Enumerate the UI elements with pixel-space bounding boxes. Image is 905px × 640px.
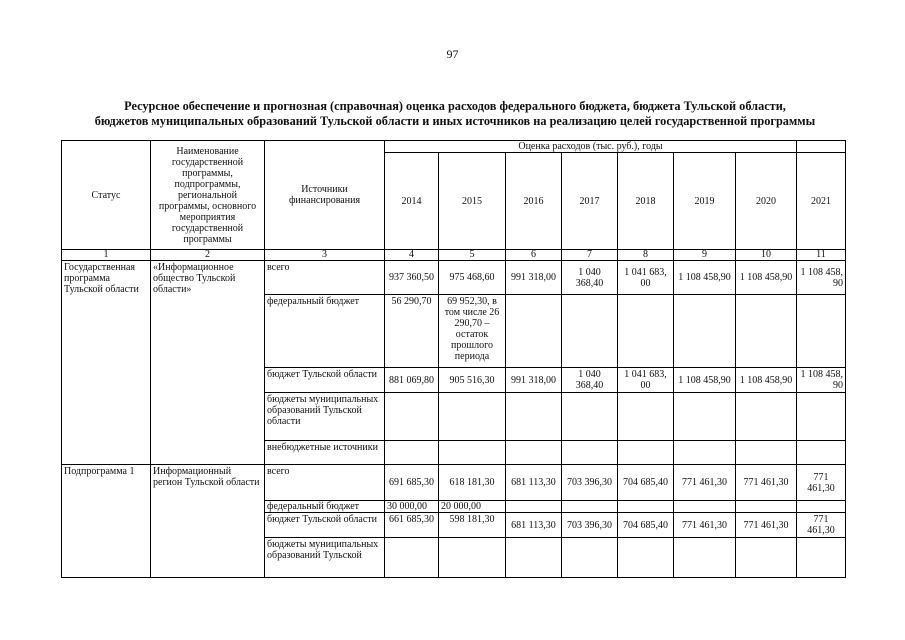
value-cell [506,538,562,578]
value-cell [562,441,618,465]
value-cell [797,393,846,441]
value-cell: 704 685,40 [618,465,674,501]
value-cell: 771 461,30 [797,465,846,501]
value-cell [439,393,506,441]
col-number: 7 [562,250,618,261]
value-cell: 771 461,30 [674,465,736,501]
col-number: 3 [265,250,385,261]
value-cell [439,538,506,578]
value-cell [674,441,736,465]
value-cell: 1 108 458, 90 [797,368,846,393]
value-cell [674,295,736,368]
value-cell [618,295,674,368]
value-cell [506,393,562,441]
col-number: 4 [385,250,439,261]
value-cell [385,393,439,441]
year-2014: 2014 [385,153,439,250]
value-cell [736,393,797,441]
title-line-1: Ресурсное обеспечение и прогнозная (справочная) оценка расходов федерального бюджета, бюджета Тульской области, [124,99,786,113]
year-2021: 2021 [797,153,846,250]
value-cell [736,501,797,513]
status-cell: Подпрограмма 1 [62,465,151,578]
col-number: 10 [736,250,797,261]
value-cell: 1 040 368,40 [562,261,618,295]
table-row [62,465,846,501]
value-cell: 661 685,30 [385,513,439,538]
value-cell: 20 000,00 [439,501,506,513]
value-cell: 691 685,30 [385,465,439,501]
value-cell [385,538,439,578]
status-cell: Государственная программа Тульской области [62,261,151,465]
value-cell [439,441,506,465]
value-cell: 937 360,50 [385,261,439,295]
value-cell [562,393,618,441]
value-cell [618,393,674,441]
value-cell: 598 181,30 [439,513,506,538]
value-cell [618,441,674,465]
page-number: 97 [446,47,459,61]
col-number: 11 [797,250,846,261]
col-number: 1 [62,250,151,261]
source-cell: внебюджетные источники [265,441,385,465]
year-2017: 2017 [562,153,618,250]
value-cell [736,295,797,368]
value-cell [562,501,618,513]
source-cell: всего [265,261,385,295]
year-2020: 2020 [736,153,797,250]
value-cell [736,441,797,465]
value-cell: 704 685,40 [618,513,674,538]
value-cell: 1 040 368,40 [562,368,618,393]
source-cell: федеральный бюджет [265,501,385,513]
title-line-2: бюджетов муниципальных образований Тульской области и иных источников на реализацию целей государственной программы [94,114,816,128]
value-cell [674,538,736,578]
value-cell [797,441,846,465]
value-cell: 56 290,70 [385,295,439,368]
program-name-cell: «Информационное общество Тульской области» [151,261,265,465]
value-cell [385,441,439,465]
header-name: Наименование государственной программы, подпрограммы, региональной программы, основного мероприятия государственной программы [151,141,265,250]
source-cell: бюджеты муниципальных образований Тульской [265,538,385,578]
col-number: 6 [506,250,562,261]
value-cell [797,501,846,513]
value-cell: 771 461,30 [674,513,736,538]
value-cell: 30 000,00 [385,501,439,513]
col-number: 2 [151,250,265,261]
year-2015: 2015 [439,153,506,250]
value-cell: 1 108 458,90 [674,368,736,393]
source-cell: бюджет Тульской области [265,513,385,538]
value-cell [562,295,618,368]
value-cell: 991 318,00 [506,368,562,393]
budget-table [61,140,846,578]
value-cell [736,538,797,578]
year-2016: 2016 [506,153,562,250]
value-cell [618,501,674,513]
value-cell: 703 396,30 [562,465,618,501]
value-cell [562,538,618,578]
value-cell: 975 468,60 [439,261,506,295]
value-cell [506,441,562,465]
page-title [60,99,850,129]
value-cell: 905 516,30 [439,368,506,393]
value-cell: 771 461,30 [736,465,797,501]
value-cell [674,393,736,441]
source-cell: федеральный бюджет [265,295,385,368]
value-cell: 991 318,00 [506,261,562,295]
value-cell: 771 461,30 [736,513,797,538]
value-cell [506,295,562,368]
source-cell: бюджет Тульской области [265,368,385,393]
value-cell: 69 952,30, в том числе 26 290,70 – остаток прошлого периода [439,295,506,368]
value-cell: 618 181,30 [439,465,506,501]
value-cell: 703 396,30 [562,513,618,538]
value-cell: 1 108 458,90 [674,261,736,295]
value-cell [797,295,846,368]
value-cell [506,501,562,513]
header-sources: Источники финансирования [265,141,385,250]
value-cell: 1 108 458, 90 [797,261,846,295]
source-cell: бюджеты муниципальных образований Тульской области [265,393,385,441]
value-cell [618,538,674,578]
value-cell: 681 113,30 [506,465,562,501]
value-cell: 1 041 683, 00 [618,261,674,295]
table-row [62,261,846,295]
year-2019: 2019 [674,153,736,250]
value-cell: 1 041 683, 00 [618,368,674,393]
value-cell [797,538,846,578]
col-number: 5 [439,250,506,261]
value-cell: 881 069,80 [385,368,439,393]
header-status: Статус [62,141,151,250]
program-name-cell: Информационный регион Тульской области [151,465,265,578]
value-cell: 1 108 458,90 [736,261,797,295]
year-2018: 2018 [618,153,674,250]
col-number: 8 [618,250,674,261]
value-cell: 1 108 458,90 [736,368,797,393]
value-cell [674,501,736,513]
col-number: 9 [674,250,736,261]
value-cell: 771 461,30 [797,513,846,538]
value-cell: 681 113,30 [506,513,562,538]
source-cell: всего [265,465,385,501]
header-estimate: Оценка расходов (тыс. руб.), годы [385,141,797,153]
